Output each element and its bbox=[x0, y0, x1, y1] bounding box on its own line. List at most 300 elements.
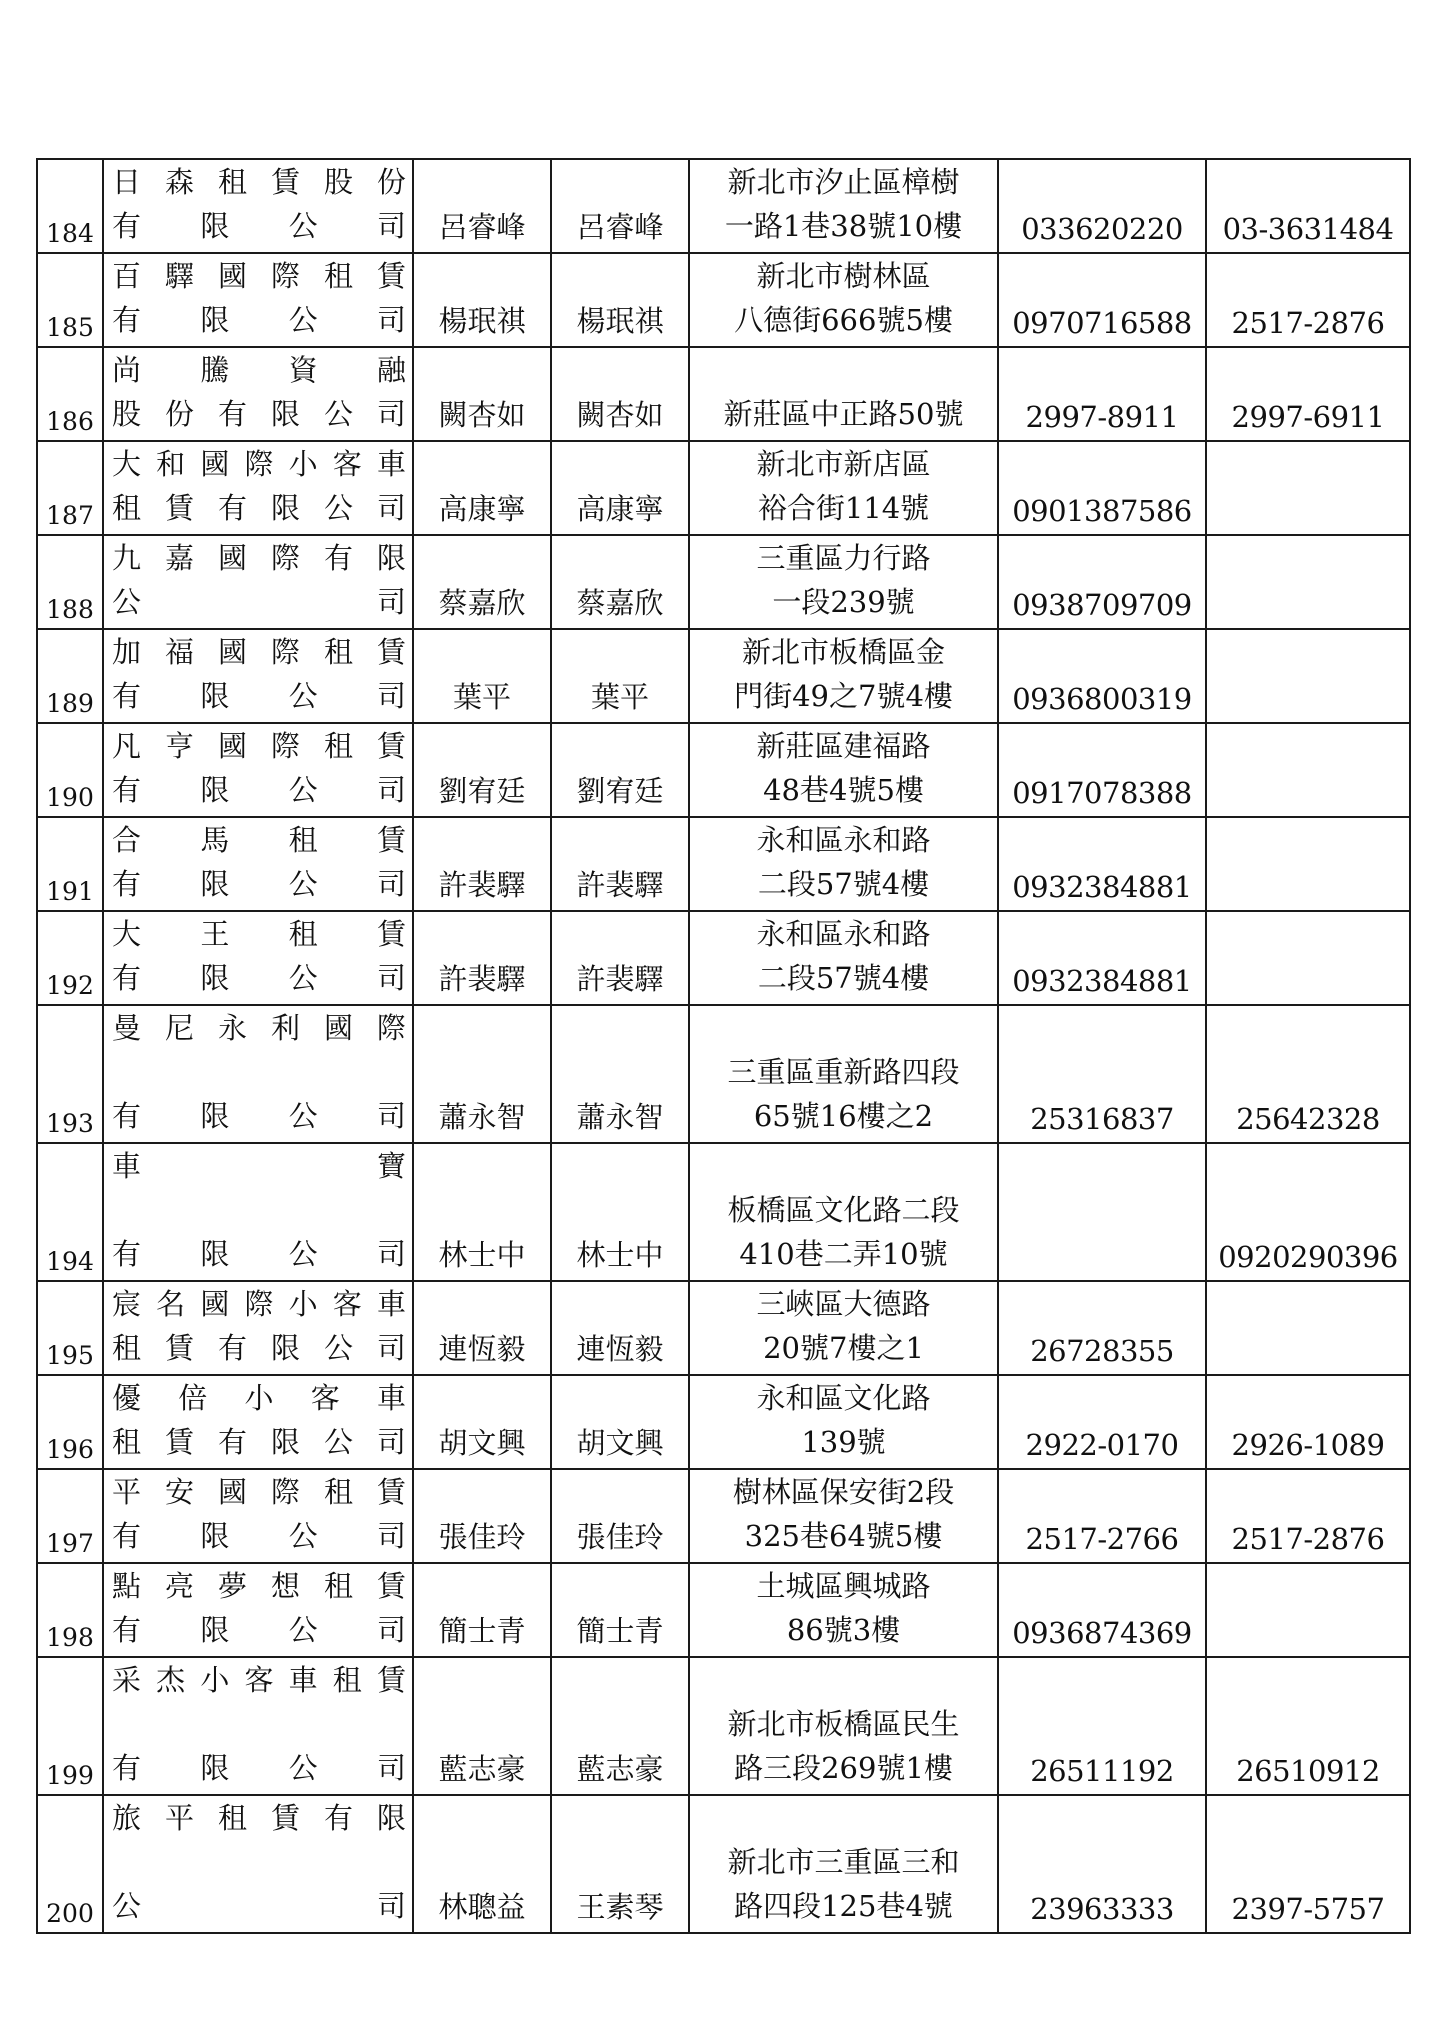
representative: 呂睿峰 bbox=[413, 159, 551, 253]
company-name-char: 公 bbox=[288, 303, 318, 337]
table-row bbox=[37, 817, 1410, 911]
company-name-line bbox=[112, 348, 406, 392]
company-name-char: 公 bbox=[288, 1613, 318, 1647]
company-name-char: 際 bbox=[270, 1475, 300, 1509]
company-name-char: 大 bbox=[112, 917, 142, 951]
address bbox=[689, 629, 998, 723]
representative: 闕杏如 bbox=[413, 347, 551, 441]
company-name-line bbox=[112, 1282, 406, 1326]
representative: 蕭永智 bbox=[413, 1005, 551, 1143]
row-number: 197 bbox=[37, 1469, 103, 1563]
contact-person: 許裴驛 bbox=[551, 817, 689, 911]
company-name-line bbox=[112, 862, 406, 906]
row-number: 198 bbox=[37, 1563, 103, 1657]
row-number: 186 bbox=[37, 347, 103, 441]
representative: 葉平 bbox=[413, 629, 551, 723]
company-name-char: 司 bbox=[376, 1519, 406, 1553]
address-line: 永和區永和路 bbox=[756, 917, 931, 951]
contact-person: 張佳玲 bbox=[551, 1469, 689, 1563]
company-name-char: 租 bbox=[332, 1663, 362, 1697]
address-line: 土城區興城路 bbox=[756, 1569, 931, 1603]
company-name-char: 車 bbox=[288, 1663, 318, 1697]
phone-number: 0936800319 bbox=[998, 629, 1206, 723]
company-name-char: 公 bbox=[323, 397, 353, 431]
representative: 藍志豪 bbox=[413, 1657, 551, 1795]
company-name-char: 份 bbox=[376, 165, 406, 199]
company-name-char: 限 bbox=[270, 1331, 300, 1365]
company-name-line bbox=[112, 1796, 406, 1840]
table-row bbox=[37, 1143, 1410, 1281]
company-name-char: 賃 bbox=[376, 635, 406, 669]
company-name-char: 限 bbox=[376, 1801, 406, 1835]
contact-person: 蕭永智 bbox=[551, 1005, 689, 1143]
company-name-char: 限 bbox=[200, 773, 230, 807]
address bbox=[689, 1469, 998, 1563]
row-number: 185 bbox=[37, 253, 103, 347]
company-name-char: 公 bbox=[288, 773, 318, 807]
company-name-char: 采 bbox=[112, 1663, 142, 1697]
table-row bbox=[37, 253, 1410, 347]
table-row bbox=[37, 629, 1410, 723]
company-name bbox=[103, 1281, 413, 1375]
company-name bbox=[103, 441, 413, 535]
row-number: 190 bbox=[37, 723, 103, 817]
company-name bbox=[103, 723, 413, 817]
fax-number: 2997-6911 bbox=[1206, 347, 1410, 441]
address bbox=[689, 159, 998, 253]
address bbox=[689, 723, 998, 817]
company-name-char: 國 bbox=[323, 1011, 353, 1045]
company-name-char: 司 bbox=[376, 773, 406, 807]
company-name-char: 安 bbox=[164, 1475, 194, 1509]
company-name-char: 份 bbox=[164, 397, 194, 431]
representative: 蔡嘉欣 bbox=[413, 535, 551, 629]
address-line: 路三段269號1樓 bbox=[734, 1751, 953, 1785]
company-name-char: 國 bbox=[217, 541, 247, 575]
company-name-char: 司 bbox=[376, 209, 406, 243]
company-name-line bbox=[112, 1326, 406, 1370]
address-line: 三重區重新路四段 bbox=[727, 1055, 960, 1089]
company-name-char: 車 bbox=[376, 1287, 406, 1321]
company-name-char: 九 bbox=[112, 541, 142, 575]
address-line: 新北市板橋區民生 bbox=[727, 1707, 960, 1741]
address-line: 路四段125巷4號 bbox=[734, 1889, 953, 1923]
company-name-char: 國 bbox=[200, 447, 230, 481]
company-name-char: 限 bbox=[200, 1613, 230, 1647]
company-name-char: 公 bbox=[112, 1889, 142, 1923]
table-row bbox=[37, 1005, 1410, 1143]
company-name-char: 限 bbox=[200, 961, 230, 995]
company-name-char: 公 bbox=[288, 1519, 318, 1553]
company-name-line bbox=[112, 956, 406, 1000]
company-name-char: 名 bbox=[156, 1287, 186, 1321]
contact-person: 王素琴 bbox=[551, 1795, 689, 1933]
company-name-line bbox=[112, 1188, 406, 1232]
company-name-char: 小 bbox=[244, 1381, 274, 1415]
company-name-char: 資 bbox=[288, 353, 318, 387]
address-line: 新北市三重區三和 bbox=[727, 1845, 960, 1879]
company-name-char: 亮 bbox=[164, 1569, 194, 1603]
table-row bbox=[37, 1375, 1410, 1469]
representative: 張佳玲 bbox=[413, 1469, 551, 1563]
company-name-char: 賃 bbox=[376, 259, 406, 293]
company-name-char: 有 bbox=[217, 491, 247, 525]
fax-number: 2397-5757 bbox=[1206, 1795, 1410, 1933]
company-name-char: 公 bbox=[323, 1331, 353, 1365]
company-name-line bbox=[112, 1840, 406, 1884]
company-name-char: 限 bbox=[376, 541, 406, 575]
phone-number: 2922-0170 bbox=[998, 1375, 1206, 1469]
address bbox=[689, 535, 998, 629]
company-name-char: 融 bbox=[376, 353, 406, 387]
company-name-char: 租 bbox=[323, 259, 353, 293]
company-name-char: 租 bbox=[288, 823, 318, 857]
company-name-char: 限 bbox=[200, 1237, 230, 1271]
company-name-char: 有 bbox=[323, 541, 353, 575]
company-name-char: 限 bbox=[270, 491, 300, 525]
fax-number bbox=[1206, 817, 1410, 911]
company-name-char: 司 bbox=[376, 1425, 406, 1459]
phone-number: 0932384881 bbox=[998, 817, 1206, 911]
company-name-line bbox=[112, 536, 406, 580]
company-name-char: 司 bbox=[376, 867, 406, 901]
company-name-char: 股 bbox=[112, 397, 142, 431]
company-name-char: 賃 bbox=[164, 1331, 194, 1365]
company-name-char: 租 bbox=[323, 635, 353, 669]
company-name-char: 租 bbox=[217, 1801, 247, 1835]
company-name-char: 利 bbox=[270, 1011, 300, 1045]
company-name-char: 和 bbox=[156, 447, 186, 481]
contact-person: 蔡嘉欣 bbox=[551, 535, 689, 629]
address bbox=[689, 441, 998, 535]
phone-number: 23963333 bbox=[998, 1795, 1206, 1933]
representative: 劉宥廷 bbox=[413, 723, 551, 817]
row-number: 188 bbox=[37, 535, 103, 629]
address-line: 65號16樓之2 bbox=[753, 1099, 934, 1133]
fax-number: 26510912 bbox=[1206, 1657, 1410, 1795]
contact-person: 連恆毅 bbox=[551, 1281, 689, 1375]
representative: 高康寧 bbox=[413, 441, 551, 535]
company-name-line bbox=[112, 1232, 406, 1276]
company-name-char: 租 bbox=[112, 1425, 142, 1459]
company-name-char: 加 bbox=[112, 635, 142, 669]
contact-person: 劉宥廷 bbox=[551, 723, 689, 817]
company-name-char: 平 bbox=[112, 1475, 142, 1509]
table-row bbox=[37, 159, 1410, 253]
company-name-line bbox=[112, 1376, 406, 1420]
company-name-char: 司 bbox=[376, 1331, 406, 1365]
representative: 林士中 bbox=[413, 1143, 551, 1281]
row-number: 194 bbox=[37, 1143, 103, 1281]
company-name bbox=[103, 1657, 413, 1795]
company-name-line bbox=[112, 1420, 406, 1464]
address-line: 325巷64號5樓 bbox=[744, 1519, 943, 1553]
company-name-line bbox=[112, 392, 406, 436]
company-name-char: 有 bbox=[112, 961, 142, 995]
company-name bbox=[103, 1375, 413, 1469]
company-name-char: 旅 bbox=[112, 1801, 142, 1835]
company-name-char: 國 bbox=[217, 729, 247, 763]
company-name-char: 際 bbox=[270, 729, 300, 763]
company-name-line bbox=[112, 674, 406, 718]
representative: 許裴驛 bbox=[413, 817, 551, 911]
table-row bbox=[37, 1469, 1410, 1563]
company-name-char: 際 bbox=[244, 1287, 274, 1321]
contact-person: 葉平 bbox=[551, 629, 689, 723]
company-name bbox=[103, 1563, 413, 1657]
company-name-line bbox=[112, 768, 406, 812]
company-name-char: 限 bbox=[200, 209, 230, 243]
company-name-char: 際 bbox=[270, 259, 300, 293]
company-name-char: 曼 bbox=[112, 1011, 142, 1045]
fax-number: 2517-2876 bbox=[1206, 253, 1410, 347]
fax-number bbox=[1206, 535, 1410, 629]
table-row bbox=[37, 1657, 1410, 1795]
company-name-char: 租 bbox=[112, 1331, 142, 1365]
phone-number: 0938709709 bbox=[998, 535, 1206, 629]
company-name-line bbox=[112, 204, 406, 248]
company-name-char: 客 bbox=[310, 1381, 340, 1415]
company-name bbox=[103, 1143, 413, 1281]
company-name-char: 有 bbox=[112, 303, 142, 337]
row-number: 184 bbox=[37, 159, 103, 253]
company-name-line bbox=[112, 254, 406, 298]
company-name-char: 嘉 bbox=[164, 541, 194, 575]
company-name-char: 賃 bbox=[164, 491, 194, 525]
address-line: 二段57號4樓 bbox=[757, 867, 930, 901]
address-line: 86號3樓 bbox=[786, 1613, 901, 1647]
company-name-char: 杰 bbox=[156, 1663, 186, 1697]
company-name-char: 車 bbox=[376, 447, 406, 481]
row-number: 189 bbox=[37, 629, 103, 723]
company-name-line bbox=[112, 1746, 406, 1790]
company-name-char: 租 bbox=[112, 491, 142, 525]
company-name-char: 有 bbox=[217, 1331, 247, 1365]
company-name-line bbox=[112, 1470, 406, 1514]
company-name bbox=[103, 347, 413, 441]
fax-number bbox=[1206, 723, 1410, 817]
contact-person: 闕杏如 bbox=[551, 347, 689, 441]
address-line: 新莊區建福路 bbox=[756, 729, 931, 763]
fax-number: 25642328 bbox=[1206, 1005, 1410, 1143]
company-name bbox=[103, 629, 413, 723]
contact-person: 林士中 bbox=[551, 1143, 689, 1281]
company-name-char: 租 bbox=[323, 1569, 353, 1603]
phone-number: 2517-2766 bbox=[998, 1469, 1206, 1563]
company-name-char: 際 bbox=[270, 635, 300, 669]
company-name-char: 國 bbox=[217, 259, 247, 293]
company-name bbox=[103, 535, 413, 629]
table-row bbox=[37, 1281, 1410, 1375]
company-name bbox=[103, 1005, 413, 1143]
company-name-char: 優 bbox=[112, 1381, 142, 1415]
company-name-char: 騰 bbox=[200, 353, 230, 387]
company-name-char: 驛 bbox=[164, 259, 194, 293]
phone-number: 26728355 bbox=[998, 1281, 1206, 1375]
company-name-char: 賃 bbox=[164, 1425, 194, 1459]
company-name-line bbox=[112, 1702, 406, 1746]
company-name-char: 股 bbox=[323, 165, 353, 199]
company-name-char: 寶 bbox=[376, 1149, 406, 1183]
company-name-char: 有 bbox=[217, 397, 247, 431]
company-name-char: 尚 bbox=[112, 353, 142, 387]
company-name-char: 大 bbox=[112, 447, 142, 481]
phone-number: 26511192 bbox=[998, 1657, 1206, 1795]
company-name-line bbox=[112, 1564, 406, 1608]
company-name bbox=[103, 253, 413, 347]
contact-person: 呂睿峰 bbox=[551, 159, 689, 253]
company-name-line bbox=[112, 442, 406, 486]
row-number: 193 bbox=[37, 1005, 103, 1143]
company-name-line bbox=[112, 1658, 406, 1702]
company-name-char: 王 bbox=[200, 917, 230, 951]
table-row bbox=[37, 1563, 1410, 1657]
company-name-line bbox=[112, 1144, 406, 1188]
table-row bbox=[37, 723, 1410, 817]
company-name-char: 司 bbox=[376, 1613, 406, 1647]
company-name-char: 公 bbox=[112, 585, 142, 619]
company-name-char: 司 bbox=[376, 961, 406, 995]
company-name-char: 限 bbox=[200, 867, 230, 901]
company-name-char: 有 bbox=[112, 773, 142, 807]
company-name-char: 宸 bbox=[112, 1287, 142, 1321]
company-name-char: 有 bbox=[112, 1519, 142, 1553]
fax-number: 2926-1089 bbox=[1206, 1375, 1410, 1469]
company-name-char: 公 bbox=[288, 1099, 318, 1133]
company-name-char: 公 bbox=[288, 679, 318, 713]
address-line: 新北市新店區 bbox=[756, 447, 931, 481]
company-name-char: 際 bbox=[376, 1011, 406, 1045]
address-line: 48巷4號5樓 bbox=[763, 773, 924, 807]
representative: 簡士青 bbox=[413, 1563, 551, 1657]
address-line: 板橋區文化路二段 bbox=[727, 1193, 960, 1227]
company-name-char: 有 bbox=[112, 1613, 142, 1647]
company-name-char: 司 bbox=[376, 1237, 406, 1271]
company-name-char: 倍 bbox=[178, 1381, 208, 1415]
address-line: 三重區力行路 bbox=[756, 541, 931, 575]
company-name-char: 公 bbox=[323, 1425, 353, 1459]
address-line: 一路1巷38號10樓 bbox=[724, 209, 963, 243]
company-name-line bbox=[112, 1050, 406, 1094]
fax-number: 2517-2876 bbox=[1206, 1469, 1410, 1563]
phone-number: 0917078388 bbox=[998, 723, 1206, 817]
phone-number: 0932384881 bbox=[998, 911, 1206, 1005]
company-name-line bbox=[112, 1884, 406, 1928]
address-line: 樹林區保安街2段 bbox=[732, 1475, 955, 1509]
phone-number bbox=[998, 1143, 1206, 1281]
company-name-char: 公 bbox=[288, 867, 318, 901]
fax-number: 0920290396 bbox=[1206, 1143, 1410, 1281]
company-name-char: 小 bbox=[288, 1287, 318, 1321]
company-name-char: 限 bbox=[200, 679, 230, 713]
company-name-char: 客 bbox=[244, 1663, 274, 1697]
company-registry-table bbox=[36, 158, 1411, 1934]
company-name-char: 想 bbox=[270, 1569, 300, 1603]
company-name-char: 有 bbox=[112, 679, 142, 713]
company-name-line bbox=[112, 724, 406, 768]
phone-number: 0901387586 bbox=[998, 441, 1206, 535]
row-number: 191 bbox=[37, 817, 103, 911]
row-number: 196 bbox=[37, 1375, 103, 1469]
company-name-char: 永 bbox=[217, 1011, 247, 1045]
company-name-char: 司 bbox=[376, 679, 406, 713]
company-name-char: 租 bbox=[288, 917, 318, 951]
phone-number: 0936874369 bbox=[998, 1563, 1206, 1657]
company-name-char: 百 bbox=[112, 259, 142, 293]
representative: 連恆毅 bbox=[413, 1281, 551, 1375]
row-number: 200 bbox=[37, 1795, 103, 1933]
company-name-char: 日 bbox=[112, 165, 142, 199]
row-number: 195 bbox=[37, 1281, 103, 1375]
address bbox=[689, 1795, 998, 1933]
address bbox=[689, 1005, 998, 1143]
table-row bbox=[37, 911, 1410, 1005]
company-name-line bbox=[112, 630, 406, 674]
company-name-char: 賃 bbox=[376, 1475, 406, 1509]
company-name-char: 車 bbox=[112, 1149, 142, 1183]
company-name-char: 客 bbox=[332, 1287, 362, 1321]
company-name-char: 租 bbox=[217, 165, 247, 199]
company-name-char: 小 bbox=[288, 447, 318, 481]
company-name-char: 限 bbox=[200, 1099, 230, 1133]
address-line: 新北市汐止區樟樹 bbox=[727, 165, 960, 199]
table-body bbox=[37, 159, 1410, 1933]
company-name-line bbox=[112, 298, 406, 342]
company-name-char: 限 bbox=[270, 397, 300, 431]
company-name-line bbox=[112, 1006, 406, 1050]
company-name-char: 賃 bbox=[376, 917, 406, 951]
table-row bbox=[37, 441, 1410, 535]
row-number: 199 bbox=[37, 1657, 103, 1795]
contact-person: 楊珉祺 bbox=[551, 253, 689, 347]
company-name-line bbox=[112, 160, 406, 204]
company-name-char: 公 bbox=[288, 1751, 318, 1785]
address-line: 八德街666號5樓 bbox=[734, 303, 953, 337]
company-name-char: 賃 bbox=[376, 823, 406, 857]
company-name-char: 司 bbox=[376, 397, 406, 431]
fax-number bbox=[1206, 629, 1410, 723]
address bbox=[689, 1375, 998, 1469]
company-name-char: 租 bbox=[323, 1475, 353, 1509]
phone-number: 2997-8911 bbox=[998, 347, 1206, 441]
table-row bbox=[37, 347, 1410, 441]
company-name-char: 有 bbox=[323, 1801, 353, 1835]
company-name-char: 馬 bbox=[200, 823, 230, 857]
company-name-char: 公 bbox=[288, 1237, 318, 1271]
company-name-char: 際 bbox=[270, 541, 300, 575]
address-line: 新莊區中正路50號 bbox=[723, 397, 964, 431]
company-name-line bbox=[112, 486, 406, 530]
company-name-char: 公 bbox=[323, 491, 353, 525]
company-name-line bbox=[112, 1094, 406, 1138]
company-name bbox=[103, 1469, 413, 1563]
company-name-char: 有 bbox=[112, 1099, 142, 1133]
company-name-line bbox=[112, 912, 406, 956]
company-name-line bbox=[112, 1608, 406, 1652]
address bbox=[689, 347, 998, 441]
company-name-char: 國 bbox=[217, 1475, 247, 1509]
row-number: 187 bbox=[37, 441, 103, 535]
company-name-char: 限 bbox=[200, 1751, 230, 1785]
representative: 許裴驛 bbox=[413, 911, 551, 1005]
company-name-char: 限 bbox=[200, 1519, 230, 1553]
row-number: 192 bbox=[37, 911, 103, 1005]
company-name-char: 賃 bbox=[270, 165, 300, 199]
company-name-char: 凡 bbox=[112, 729, 142, 763]
company-name-char: 國 bbox=[200, 1287, 230, 1321]
company-name-char: 司 bbox=[376, 303, 406, 337]
company-name-char: 司 bbox=[376, 1751, 406, 1785]
